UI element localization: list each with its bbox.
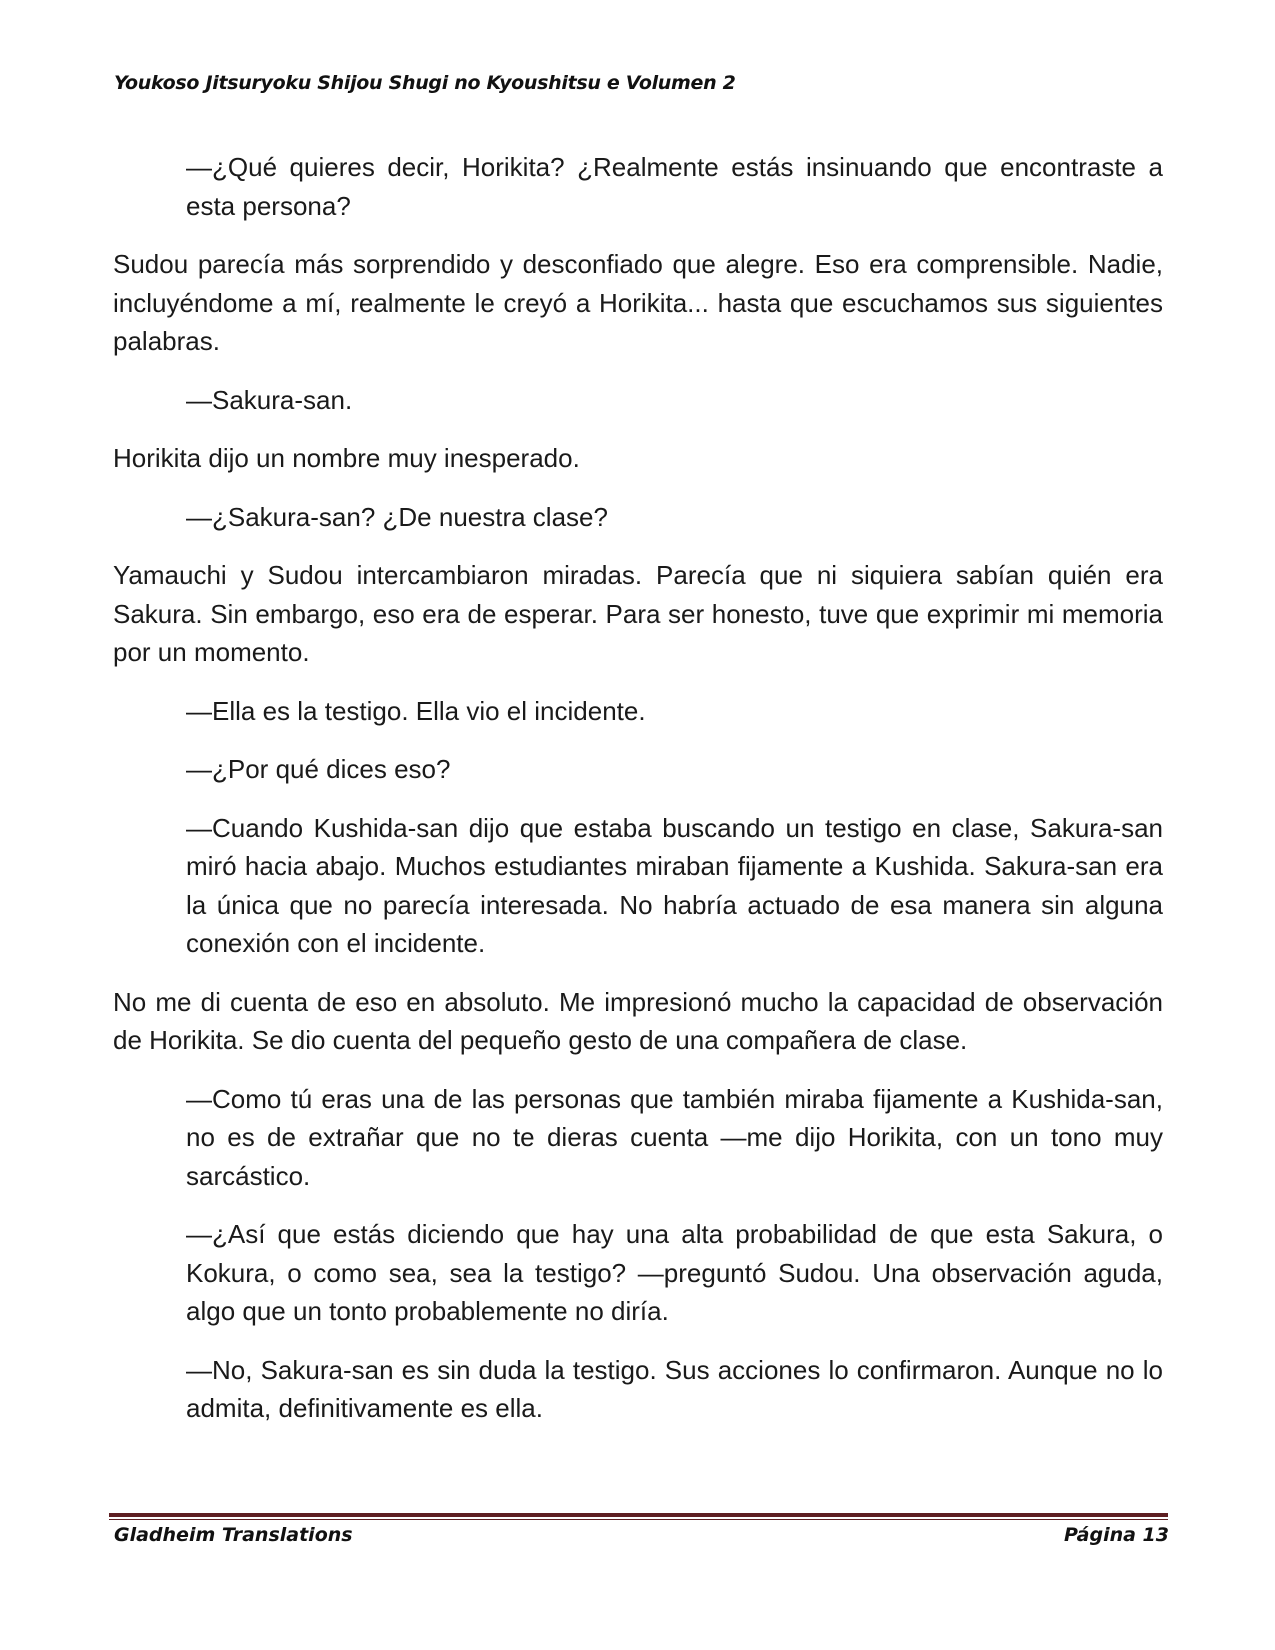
narration-paragraph: No me di cuenta de eso en absoluto. Me impresionó mucho la capacidad de observación de Horikita. Se dio cuenta del pequeño gesto de una compañera de clase. [113, 986, 1163, 1055]
footer-divider-thick-line [109, 1513, 1168, 1517]
footer-divider-thin-line [109, 1519, 1168, 1520]
footer-page-number: Página 13 [1063, 1524, 1169, 1546]
dialogue-paragraph: —¿Así que estás diciendo que hay una alta probabilidad de que esta Sakura, o Kokura, o como sea, sea la testigo? —preguntó Sudou. Una observación aguda, algo que un tonto probablemente no diría. [186, 1219, 1163, 1326]
narration-paragraph: Horikita dijo un nombre muy inesperado. [113, 443, 580, 473]
narration-paragraph: Sudou parecía más sorprendido y desconfiado que alegre. Eso era comprensible. Nadie, incluyéndome a mí, realmente le creyó a Horikita... hasta que escuchamos sus siguientes palabras. [113, 249, 1163, 356]
dialogue-paragraph: —Cuando Kushida-san dijo que estaba buscando un testigo en clase, Sakura-san miró hacia abajo. Muchos estudiantes miraban fijamente a Kushida. Sakura-san era la única que no parecía interesada. No habría actuado de esa manera sin alguna conexión con el incidente. [186, 812, 1163, 958]
dialogue-paragraph: —¿Sakura-san? ¿De nuestra clase? [186, 501, 608, 532]
page-body [113, 148, 1163, 1448]
dialogue-paragraph: —Sakura-san. [186, 384, 353, 415]
dialogue-paragraph: —Ella es la testigo. Ella vio el incidente. [186, 695, 646, 726]
page-header-title: Youkoso Jitsuryoku Shijou Shugi no Kyoushitsu e Volumen 2 [114, 72, 736, 94]
narration-paragraph: Yamauchi y Sudou intercambiaron miradas. Parecía que ni siquiera sabían quién era Sakura. Sin embargo, eso era de esperar. Para ser honesto, tuve que exprimir mi memoria por un momento. [113, 560, 1163, 667]
footer-translator-credit: Gladheim Translations [114, 1524, 353, 1546]
dialogue-paragraph: —Como tú eras una de las personas que también miraba fijamente a Kushida-san, no es de extrañar que no te dieras cuenta —me dijo Horikita, con un tono muy sarcástico. [186, 1083, 1163, 1191]
dialogue-paragraph: —No, Sakura-san es sin duda la testigo. Sus acciones lo confirmaron. Aunque no lo admita, definitivamente es ella. [186, 1354, 1163, 1423]
dialogue-paragraph: —¿Por qué dices eso? [186, 754, 451, 784]
dialogue-paragraph: —¿Qué quieres decir, Horikita? ¿Realmente estás insinuando que encontraste a esta persona? [186, 152, 1163, 221]
footer-divider [109, 1513, 1168, 1520]
